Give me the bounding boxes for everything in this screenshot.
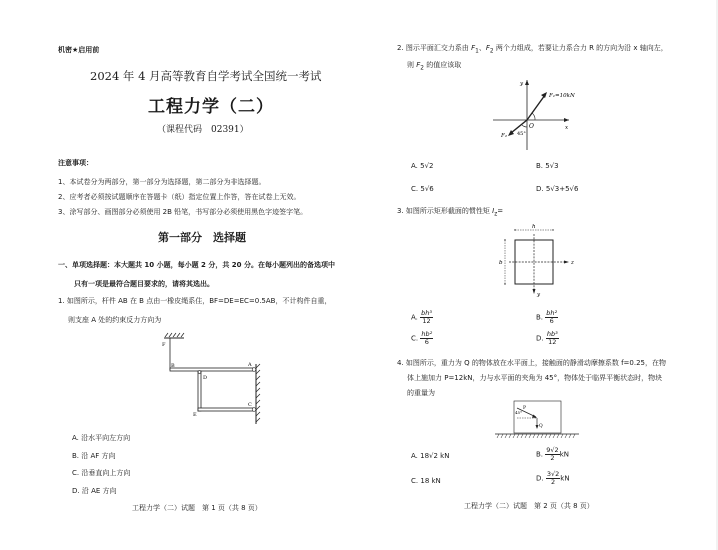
q1-option-c: C. 沿垂直向上方向 <box>72 469 131 477</box>
symbol-iz-sub: z <box>494 211 498 218</box>
q3-option-a-fraction: $\frac{\text{bh³}}{12}$ <box>421 309 432 325</box>
q2-option-b: B. 5√3 <box>536 162 559 170</box>
symbol-f2-sub: 2 <box>420 65 424 72</box>
symbol-f1-sub: 1 <box>475 48 479 55</box>
axis-x-label: x <box>565 125 569 131</box>
label-f: F <box>162 342 166 348</box>
force-p-label: P <box>523 406 527 411</box>
origin-label: O <box>529 123 534 130</box>
dim-b-label: b <box>499 260 503 266</box>
symbol-f2: F <box>416 61 421 69</box>
q1-option-a: A. 沿水平向左方向 <box>72 434 131 442</box>
q4-option-a: A. 18√2 kN <box>411 452 450 460</box>
question-3-text <box>397 206 503 217</box>
question-2-text <box>397 43 668 54</box>
notice-heading: 注意事项： <box>58 159 93 167</box>
q4-option-d: D. $\frac{3√2}{2}$ kN <box>536 470 570 486</box>
q4-option-d-fraction: $\frac{3√2}{2}$ <box>546 470 560 486</box>
q3-option-b-fraction: $\frac{\text{bh²}}{6}$ <box>546 309 558 325</box>
q2-option-a-value: 5√2 <box>420 162 434 170</box>
symbol-f1: F <box>471 44 476 52</box>
subject-title: 工程力学（二） <box>148 97 274 117</box>
question-4-block-diagram <box>495 400 585 440</box>
label-e: E <box>193 412 197 418</box>
symbol-f2: F <box>485 44 490 52</box>
axis-y-label: y <box>520 81 524 87</box>
q2-option-b-value: 5√3 <box>545 162 559 170</box>
angle-label: 45° <box>517 131 526 137</box>
question-4-text: 4. 如图所示，重力为 Q 的物体放在水平面上，接触面的静滑动摩擦系数 f=0.25，在物 <box>397 359 667 367</box>
q2-option-a: A. 5√2 <box>411 162 434 170</box>
notice-item: 2、应考者必须按试题顺序在答题卡（纸）指定位置上作答，答在试卷上无效。 <box>58 193 301 201</box>
page-footer: 工程力学（二）试题 第 2 页（共 8 页） <box>464 502 594 510</box>
axis-y-label: y <box>537 292 541 298</box>
angle-label: 45° <box>515 410 523 415</box>
q2-option-c-value: 5√6 <box>420 185 434 193</box>
section-title: 一、单项选择题：本大题共 10 小题，每小题 2 分，共 20 分。在每小题列出的备选项中 <box>58 261 335 269</box>
symbol-f2-sub: 2 <box>489 48 494 55</box>
question-4-text-cont2: 的重量为 <box>407 389 435 397</box>
part-title: 第一部分 选择题 <box>158 231 246 244</box>
q2-option-d-value: 5√3+5√6 <box>545 185 579 193</box>
exam-title: 2024 年 4 月高等教育自学考试全国统一考试 <box>90 69 322 83</box>
label-b: B <box>171 363 175 369</box>
label-a: A <box>248 362 252 368</box>
label-c: C <box>248 402 252 408</box>
notice-item: 1、本试卷分为两部分，第一部分为选择题，第二部分为非选择题。 <box>58 178 266 186</box>
q2-text-part: 则 <box>407 61 417 69</box>
question-1-diagram <box>150 332 250 422</box>
q4-option-b: B. $\frac{9√2}{2}$ kN <box>536 446 569 462</box>
q3-option-a: A. $\frac{\text{bh³}}{12}$ <box>411 309 432 325</box>
q2-text-part: 的值应该取 <box>423 61 462 69</box>
q2-text-part: 两个力组成，若要让力系合力 R 的方向为沿 x 轴向左， <box>493 44 668 52</box>
q3-text-part: 3. 如图所示矩形截面的惯性矩 <box>397 207 493 215</box>
course-code: （课程代码 02391） <box>157 125 249 135</box>
q4-option-c-value: 18 kN <box>420 477 441 485</box>
q4-option-c: C. 18 kN <box>411 477 441 485</box>
symbol-iz: I <box>492 207 495 215</box>
force-f2-label: F₂ <box>501 133 508 139</box>
question-1-text: 1. 如图所示，杆件 AB 在 B 点由一橡皮绳系住，BF=DE=EC=0.5AB，不计构件自重， <box>58 297 332 305</box>
q3-option-d-fraction: $\frac{\text{hb³}}{12}$ <box>546 330 558 346</box>
q3-text-part: = <box>497 207 504 215</box>
question-3-section-diagram <box>501 222 591 302</box>
question-2-text-cont <box>407 60 461 71</box>
q1-option-d: D. 沿 AE 方向 <box>72 487 117 495</box>
axis-z-label: z <box>571 260 574 266</box>
force-q-label: Q <box>539 424 543 429</box>
q2-text-part: 2. 图示平面汇交力系由 <box>397 44 472 52</box>
force-f1-label: F₁=10kN <box>549 93 575 99</box>
exam-page-2 <box>359 0 718 550</box>
separator: 、 <box>478 44 486 52</box>
q2-option-c: C. 5√6 <box>411 185 434 193</box>
q3-option-c-fraction: $\frac{\text{hb²}}{6}$ <box>421 330 433 346</box>
question-1-text-cont: 则支座 A 处的约束反力方向为 <box>68 316 162 324</box>
dim-h-label: h <box>532 224 536 230</box>
section-title-cont: 只有一项是最符合题目要求的，请将其选出。 <box>74 280 214 288</box>
q1-option-b: B. 沿 AF 方向 <box>72 452 116 460</box>
q2-option-d: D. 5√3+5√6 <box>536 185 579 193</box>
q3-option-b: B. $\frac{\text{bh²}}{6}$ <box>536 309 558 325</box>
confidential-mark: 机密★启用前 <box>58 46 100 54</box>
q3-option-d: D. $\frac{\text{hb³}}{12}$ <box>536 330 558 346</box>
notice-item: 3、涂写部分、画图部分必须使用 2B 铅笔，书写部分必须使用黑色字迹签字笔。 <box>58 208 308 216</box>
q4-option-b-fraction: $\frac{9√2}{2}$ <box>546 446 559 462</box>
question-4-text-cont: 体上施加力 P=12kN，力与水平面的夹角为 45°，物体处于临界平衡状态时，物块 <box>407 374 663 382</box>
q3-option-c: C. $\frac{\text{hb²}}{6}$ <box>411 330 433 346</box>
page-footer: 工程力学（二）试题 第 1 页（共 8 页） <box>132 504 262 512</box>
question-2-force-diagram <box>489 75 599 150</box>
label-d: D <box>203 375 208 381</box>
q4-option-a-value: 18√2 kN <box>420 452 450 460</box>
